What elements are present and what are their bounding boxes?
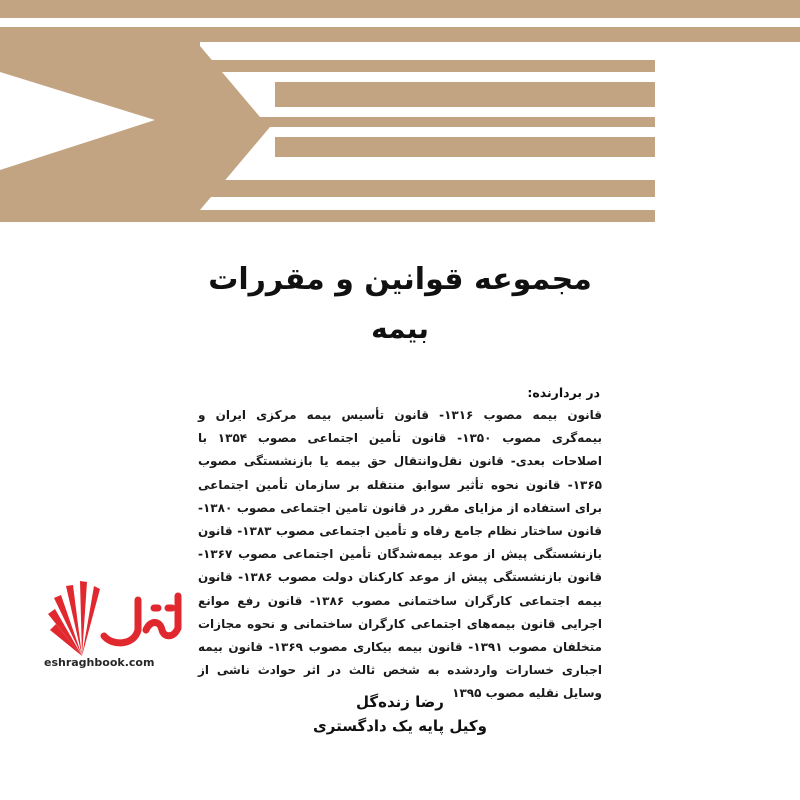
graphic-band-2 — [0, 27, 800, 46]
graphic-band-4 — [275, 82, 655, 107]
author-title: وکیل پایه یک دادگستری — [313, 717, 487, 735]
graphic-band-6 — [170, 180, 655, 197]
eshragh-logo-text: اشراق — [42, 578, 45, 579]
contents-heading: در بردارنده: — [527, 385, 600, 400]
eshragh-logo-wordmark — [104, 596, 178, 643]
author-name: رضا زنده‌گل — [356, 693, 444, 711]
book-subtitle: بیمه — [371, 312, 429, 345]
book-title: مجموعه قوانین و مقررات — [208, 262, 592, 297]
watermark-url: eshraghbook.com — [44, 656, 155, 669]
eshragh-watermark — [42, 578, 192, 673]
graphic-band-1 — [0, 0, 800, 18]
contents-text: قانون بیمه مصوب ۱۳۱۶- قانون تأسیس بیمه مرکزی ایران و بیمه‌گری مصوب ۱۳۵۰- قانون تأمین اجتماعی مصوب ۱۳۵۴ با اصلاحات بعدی- قانون نقل‌وانتقال حق بیمه یا بازنشستگی مصوب ۱۳۶۵- قانون نحوه تأثیر سوابق منتقله بر سازمان تأمین اجتماعی برای استفاده از مزایای مقرر در قانون تامین اجتماعی مصوب ۱۳۸۰- قانون ساختار نظام جامع رفاه و تأمین اجتماعی مصوب ۱۳۸۳- قانون بازنشستگی پیش از موعد بیمه‌شدگان تأمین اجتماعی مصوب ۱۳۶۷- قانون بازنشستگی پیش از موعد کارکنان دولت مصوب ۱۳۸۶- قانون بیمه اجتماعی کارگران ساختمانی مصوب ۱۳۸۶- قانون رفع موانع اجرایی قانون بیمه‌های اجتماعی کارگران ساختمانی و نحوه مجازات متخلفان مصوب ۱۳۹۱- قانون بیمه بیکاری مصوب ۱۳۶۹- قانون بیمه اجباری خسارات واردشده به شخص ثالث در اثر حوادث ناشی از وسایل نقلیه مصوب ۱۳۹۵ — [198, 408, 602, 701]
cover-graphic — [0, 0, 800, 240]
graphic-band-5 — [275, 137, 655, 157]
graphic-band-7 — [200, 60, 655, 72]
eshragh-logo — [42, 578, 192, 658]
book-fan-icon — [48, 581, 100, 656]
